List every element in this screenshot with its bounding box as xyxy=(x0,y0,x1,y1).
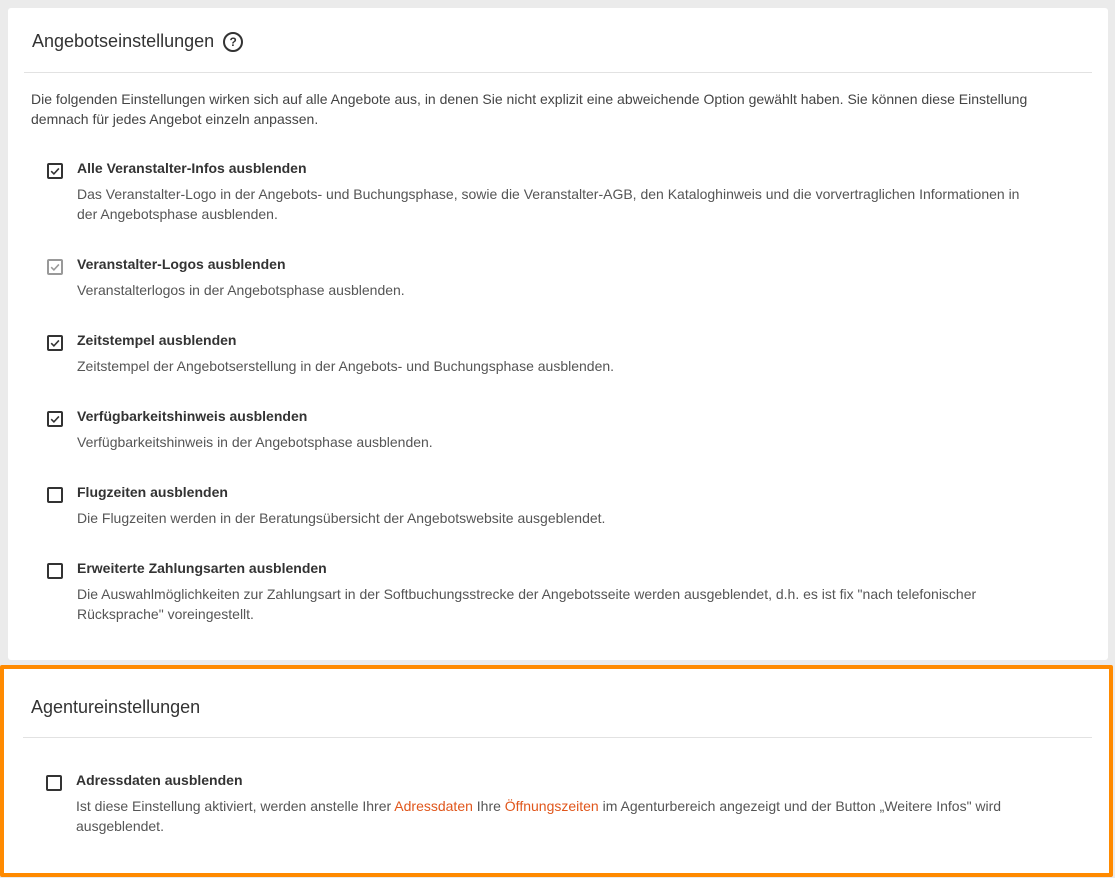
option-title: Zeitstempel ausblenden xyxy=(77,332,237,348)
agency-settings-card xyxy=(0,665,1113,877)
offer-settings-title xyxy=(32,31,243,52)
check-icon xyxy=(49,337,61,349)
option-description xyxy=(76,796,1036,836)
check-icon xyxy=(49,165,61,177)
check-icon xyxy=(49,261,61,273)
option-description: Verfügbarkeitshinweis in der Angebotsphase ausblenden. xyxy=(77,434,433,450)
checkbox-hide-operator-logos[interactable] xyxy=(47,259,63,275)
option-description: Die Auswahlmöglichkeiten zur Zahlungsart in der Softbuchungsstrecke der Angebotsseite werden ausgeblendet, d.h. es ist fix "nach telefonischer Rücksprache" voreingestellt. xyxy=(77,586,977,622)
checkbox-hide-availability-note[interactable] xyxy=(47,411,63,427)
desc-text: im Agenturbereich angezeigt und der Button „Weitere Infos" wird ausgeblendet. xyxy=(76,798,1002,834)
option-title: Erweiterte Zahlungsarten ausblenden xyxy=(77,560,327,576)
desc-text: Ist diese Einstellung aktiviert, werden anstelle Ihrer xyxy=(76,798,395,814)
option-description: Veranstalterlogos in der Angebotsphase ausblenden. xyxy=(77,282,405,298)
option-description: Die Flugzeiten werden in der Beratungsübersicht der Angebotswebsite ausgeblendet. xyxy=(77,510,606,526)
option-title: Verfügbarkeitshinweis ausblenden xyxy=(77,408,308,424)
option-title: Adressdaten ausblenden xyxy=(76,772,243,788)
desc-text: Ihre xyxy=(472,798,505,814)
option-title: Alle Veranstalter-Infos ausblenden xyxy=(77,160,307,176)
checkbox-hide-extended-payment[interactable] xyxy=(47,563,63,579)
option-title: Flugzeiten ausblenden xyxy=(77,484,228,500)
offer-settings-card xyxy=(8,8,1108,660)
checkbox-hide-timestamp[interactable] xyxy=(47,335,63,351)
address-data-link[interactable]: Adressdaten xyxy=(394,798,473,814)
offer-settings-intro: Die folgenden Einstellungen wirken sich auf alle Angebote aus, in denen Sie nicht explizit eine abweichende Option gewählt haben. Sie können diese Einstellung demnach für jedes Angebot einzeln anpassen. xyxy=(31,91,1028,127)
checkbox-hide-address-data[interactable] xyxy=(46,775,62,791)
divider xyxy=(24,72,1092,73)
checkbox-hide-flight-times[interactable] xyxy=(47,487,63,503)
divider xyxy=(23,737,1092,738)
agency-settings-title: Agentureinstellungen xyxy=(31,697,201,717)
option-description: Das Veranstalter-Logo in der Angebots- und Buchungsphase, sowie die Veranstalter-AGB, den Kataloghinweis und die vorvertraglichen Informationen in der Angebotsphase ausblenden. xyxy=(77,186,1020,222)
offer-settings-title-text: Angebotseinstellungen xyxy=(32,31,215,51)
help-icon[interactable]: ? xyxy=(223,32,243,52)
option-title: Veranstalter-Logos ausblenden xyxy=(77,256,286,272)
check-icon xyxy=(49,413,61,425)
option-description: Zeitstempel der Angebotserstellung in der Angebots- und Buchungsphase ausblenden. xyxy=(77,358,615,374)
opening-hours-link[interactable]: Öffnungszeiten xyxy=(504,798,599,814)
checkbox-hide-all-operator-info[interactable] xyxy=(47,163,63,179)
